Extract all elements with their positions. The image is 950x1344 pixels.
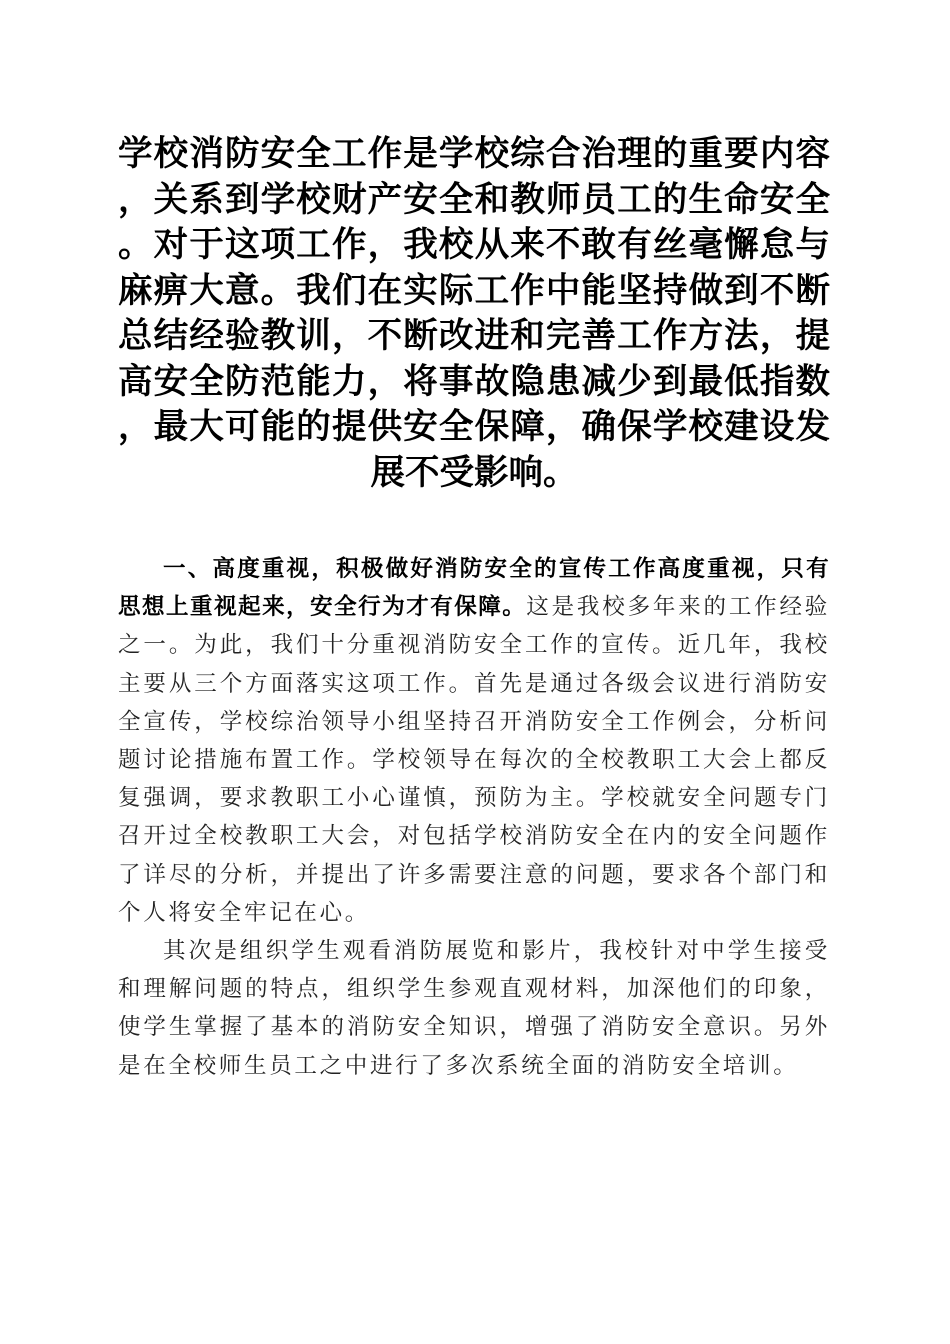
paragraph-1 <box>118 550 830 932</box>
paragraph-1-text: 这是我校多年来的工作经验之一。为此，我们十分重视消防安全工作的宣传。近几年，我校主要从三个方面落实这项工作。首先是通过各级会议进行消防安全宣传，学校综治领导小组坚持召开消防安全工作例会，分析问题讨论措施布置工作。学校领导在每次的全校教职工大会上都反复强调，要求教职工小心谨慎，预防为主。学校就安全问题专门召开过全校教职工大会，对包括学校消防安全在内的安全问题作了详尽的分析，并提出了许多需要注意的问题，要求各个部门和个人将安全牢记在心。 <box>118 594 830 926</box>
paragraph-1-lead: 一、高度重视，积极做好消防安全的宣传工作高度重视，只有思想上重视起来，安全行为才有保障。 <box>118 556 830 621</box>
paragraph-2: 其次是组织学生观看消防展览和影片，我校针对中学生接受和理解问题的特点，组织学生参观直观材料，加深他们的印象，使学生掌握了基本的消防安全知识，增强了消防安全意识。另外是在全校师生员工之中进行了多次系统全面的消防安全培训。 <box>118 938 830 1079</box>
document-body <box>118 550 830 1085</box>
document-title: 学校消防安全工作是学校综合治理的重要内容，关系到学校财产安全和教师员工的生命安全。对于这项工作，我校从来不敢有丝毫懈怠与麻痹大意。我们在实际工作中能坚持做到不断总结经验教训，不断改进和完善工作方法，提高安全防范能力，将事故隐患减少到最低指数，最大可能的提供安全保障，确保学校建设发展不受影响。 <box>118 134 830 493</box>
